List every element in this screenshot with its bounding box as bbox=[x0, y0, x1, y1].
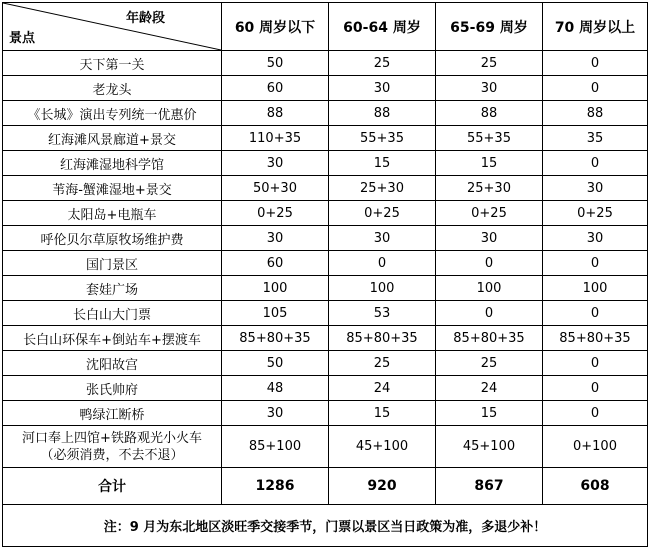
price-cell: 15 bbox=[329, 401, 436, 426]
price-cell: 55+35 bbox=[436, 126, 543, 151]
table-row bbox=[3, 126, 648, 151]
price-cell: 24 bbox=[329, 376, 436, 401]
price-rows bbox=[3, 51, 648, 468]
price-cell: 100 bbox=[329, 276, 436, 301]
price-cell: 105 bbox=[222, 301, 329, 326]
price-cell: 60 bbox=[222, 251, 329, 276]
price-cell: 0+25 bbox=[329, 201, 436, 226]
price-cell: 0+25 bbox=[222, 201, 329, 226]
scenic-spot-name bbox=[3, 376, 222, 401]
price-cell: 53 bbox=[329, 301, 436, 326]
price-cell: 15 bbox=[436, 401, 543, 426]
price-cell: 0 bbox=[543, 401, 648, 426]
price-cell: 50 bbox=[222, 51, 329, 76]
price-cell: 0 bbox=[543, 76, 648, 101]
table-row bbox=[3, 401, 648, 426]
table-row bbox=[3, 251, 648, 276]
price-cell: 30 bbox=[222, 401, 329, 426]
table-row bbox=[3, 301, 648, 326]
scenic-spot-name bbox=[3, 301, 222, 326]
total-value: 608 bbox=[543, 468, 648, 505]
scenic-spot-name-line: 国门景区 bbox=[85, 257, 138, 273]
scenic-spot-label: 景点 bbox=[9, 31, 36, 46]
price-cell: 60 bbox=[222, 76, 329, 101]
ticket-price-table bbox=[2, 2, 648, 547]
table-row bbox=[3, 426, 648, 468]
price-cell: 35 bbox=[543, 126, 648, 151]
age-group-header: 70 周岁以上 bbox=[543, 3, 648, 51]
price-cell: 30 bbox=[329, 76, 436, 101]
price-cell: 15 bbox=[329, 151, 436, 176]
price-cell: 100 bbox=[222, 276, 329, 301]
scenic-spot-name bbox=[3, 276, 222, 301]
price-cell: 0 bbox=[329, 251, 436, 276]
price-cell: 0 bbox=[543, 151, 648, 176]
price-cell: 30 bbox=[329, 226, 436, 251]
table-row bbox=[3, 351, 648, 376]
scenic-spot-name bbox=[3, 351, 222, 376]
total-value: 867 bbox=[436, 468, 543, 505]
price-cell: 110+35 bbox=[222, 126, 329, 151]
age-group-header: 60 周岁以下 bbox=[222, 3, 329, 51]
footnote: 注：9 月为东北地区淡旺季交接季节，门票以景区当日政策为准，多退少补！ bbox=[3, 505, 648, 547]
price-cell: 45+100 bbox=[329, 426, 436, 468]
note-row bbox=[3, 505, 648, 547]
scenic-spot-name bbox=[3, 151, 222, 176]
price-cell: 100 bbox=[436, 276, 543, 301]
price-cell: 15 bbox=[436, 151, 543, 176]
total-value: 1286 bbox=[222, 468, 329, 505]
price-cell: 0 bbox=[543, 351, 648, 376]
table-row bbox=[3, 326, 648, 351]
price-cell: 100 bbox=[543, 276, 648, 301]
price-cell: 88 bbox=[436, 101, 543, 126]
age-group-header: 60-64 周岁 bbox=[329, 3, 436, 51]
price-cell: 0+25 bbox=[543, 201, 648, 226]
scenic-spot-name bbox=[3, 76, 222, 101]
price-cell: 0 bbox=[436, 301, 543, 326]
scenic-spot-name-line: 鸭绿江断桥 bbox=[79, 407, 145, 423]
price-cell: 85+80+35 bbox=[222, 326, 329, 351]
price-cell: 85+80+35 bbox=[436, 326, 543, 351]
price-cell: 0+25 bbox=[436, 201, 543, 226]
table-row bbox=[3, 226, 648, 251]
scenic-spot-name-line: 苇海-蟹滩湿地+景交 bbox=[52, 182, 172, 198]
scenic-spot-name-line: 套娃广场 bbox=[85, 282, 138, 298]
table-row bbox=[3, 276, 648, 301]
price-cell: 0 bbox=[543, 251, 648, 276]
scenic-spot-name bbox=[3, 226, 222, 251]
corner-header-cell bbox=[3, 3, 222, 51]
age-group-header: 65-69 周岁 bbox=[436, 3, 543, 51]
price-cell: 25+30 bbox=[329, 176, 436, 201]
price-cell: 0 bbox=[436, 251, 543, 276]
scenic-spot-name-line: 长白山环保车+倒站车+摆渡车 bbox=[23, 332, 201, 348]
price-cell: 30 bbox=[543, 226, 648, 251]
scenic-spot-name bbox=[3, 201, 222, 226]
header-row bbox=[3, 3, 648, 51]
table-row bbox=[3, 376, 648, 401]
price-cell: 85+80+35 bbox=[543, 326, 648, 351]
scenic-spot-name-line: 红海滩湿地科学馆 bbox=[59, 157, 164, 173]
price-cell: 88 bbox=[543, 101, 648, 126]
price-cell: 25+30 bbox=[436, 176, 543, 201]
age-group-label: 年龄段 bbox=[125, 11, 165, 26]
price-cell: 25 bbox=[329, 351, 436, 376]
price-cell: 30 bbox=[222, 226, 329, 251]
diagonal-divider bbox=[3, 3, 221, 50]
scenic-spot-name bbox=[3, 126, 222, 151]
scenic-spot-name-line: 呼伦贝尔草原牧场维护费 bbox=[40, 232, 184, 248]
scenic-spot-name bbox=[3, 326, 222, 351]
price-cell: 25 bbox=[436, 51, 543, 76]
scenic-spot-name bbox=[3, 176, 222, 201]
price-cell: 85+100 bbox=[222, 426, 329, 468]
scenic-spot-name-line: 河口奉上四馆+铁路观光小火车 bbox=[22, 430, 202, 446]
price-cell: 88 bbox=[329, 101, 436, 126]
price-cell: 25 bbox=[436, 351, 543, 376]
total-row bbox=[3, 468, 648, 505]
scenic-spot-name bbox=[3, 426, 222, 468]
price-cell: 30 bbox=[222, 151, 329, 176]
table-row bbox=[3, 101, 648, 126]
price-cell: 55+35 bbox=[329, 126, 436, 151]
price-cell: 45+100 bbox=[436, 426, 543, 468]
price-cell: 30 bbox=[436, 226, 543, 251]
scenic-spot-name bbox=[3, 51, 222, 76]
total-label: 合计 bbox=[3, 468, 222, 505]
price-cell: 0 bbox=[543, 376, 648, 401]
price-cell: 0 bbox=[543, 301, 648, 326]
scenic-spot-name-line: 老龙头 bbox=[92, 82, 132, 98]
scenic-spot-name-line: 张氏帅府 bbox=[85, 382, 138, 398]
scenic-spot-name bbox=[3, 101, 222, 126]
price-cell: 88 bbox=[222, 101, 329, 126]
total-value: 920 bbox=[329, 468, 436, 505]
scenic-spot-name-line: 《长城》演出专列统一优惠价 bbox=[27, 107, 197, 123]
scenic-spot-name bbox=[3, 401, 222, 426]
price-cell: 24 bbox=[436, 376, 543, 401]
price-cell: 25 bbox=[329, 51, 436, 76]
price-cell: 30 bbox=[436, 76, 543, 101]
table-row bbox=[3, 201, 648, 226]
table-row bbox=[3, 176, 648, 201]
price-cell: 0 bbox=[543, 51, 648, 76]
table-row bbox=[3, 76, 648, 101]
scenic-spot-name-line: 太阳岛+电瓶车 bbox=[67, 207, 157, 223]
scenic-spot-note-line: （必须消费，不去不退） bbox=[40, 447, 184, 463]
price-cell: 85+80+35 bbox=[329, 326, 436, 351]
price-cell: 50+30 bbox=[222, 176, 329, 201]
scenic-spot-name bbox=[3, 251, 222, 276]
price-cell: 30 bbox=[543, 176, 648, 201]
price-cell: 0+100 bbox=[543, 426, 648, 468]
scenic-spot-name-line: 长白山大门票 bbox=[72, 307, 151, 323]
table-row bbox=[3, 151, 648, 176]
scenic-spot-name-line: 天下第一关 bbox=[79, 57, 145, 73]
scenic-spot-name-line: 沈阳故宫 bbox=[85, 357, 138, 373]
table-row bbox=[3, 51, 648, 76]
scenic-spot-name-line: 红海滩风景廊道+景交 bbox=[48, 132, 176, 148]
price-cell: 50 bbox=[222, 351, 329, 376]
price-cell: 48 bbox=[222, 376, 329, 401]
